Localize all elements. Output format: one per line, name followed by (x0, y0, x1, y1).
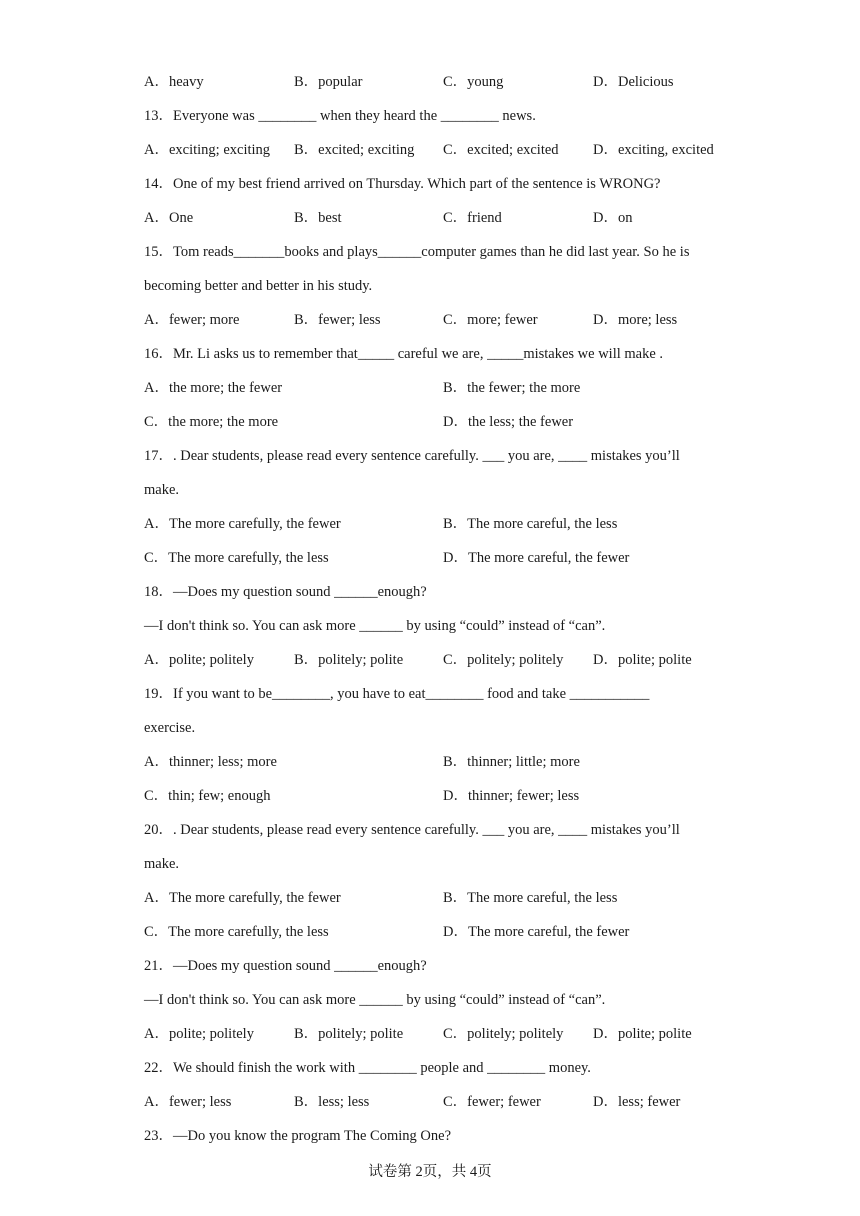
option-a: A．heavy (144, 74, 204, 90)
option-c: C．The more carefully, the less (144, 550, 329, 566)
option-b: B．The more careful, the less (443, 516, 618, 532)
option-a: A．polite; politely (144, 1026, 254, 1042)
option-d: D．The more careful, the fewer (443, 550, 630, 566)
option-a: A．exciting; exciting (144, 142, 271, 158)
question-15-stem: 15．Tom reads_______books and plays______computer games than he did last year. So he is (144, 244, 690, 260)
option-d: D．The more careful, the fewer (443, 924, 630, 940)
option-d: D．exciting, excited (593, 142, 714, 158)
option-b: B．The more careful, the less (443, 890, 618, 906)
option-b: B．politely; polite (294, 652, 404, 668)
question-15-stem-cont: becoming better and better in his study. (144, 278, 373, 294)
option-b: B．thinner; little; more (443, 754, 580, 770)
option-d: D．on (593, 210, 633, 226)
option-c: C．friend (443, 210, 502, 226)
option-d: D．polite; polite (593, 652, 692, 668)
option-b: B．excited; exciting (294, 142, 415, 158)
option-b: B．popular (294, 74, 363, 90)
option-a: A．The more carefully, the fewer (144, 890, 341, 906)
question-23-stem: 23．—Do you know the program The Coming One? (144, 1128, 452, 1144)
option-a: A．fewer; more (144, 312, 240, 328)
option-a: A．The more carefully, the fewer (144, 516, 341, 532)
option-c: C．politely; politely (443, 1026, 564, 1042)
option-d: D．less; fewer (593, 1094, 681, 1110)
option-c: C．young (443, 74, 504, 90)
option-d: D．Delicious (593, 74, 674, 90)
option-d: D．thinner; fewer; less (443, 788, 580, 804)
option-a: A．thinner; less; more (144, 754, 277, 770)
option-a: A．polite; politely (144, 652, 254, 668)
question-21-stem: 21．—Does my question sound ______enough? (144, 958, 427, 974)
option-b: B．the fewer; the more (443, 380, 581, 396)
question-19-stem-cont: exercise. (144, 720, 196, 736)
question-16-stem: 16．Mr. Li asks us to remember that_____ careful we are, _____mistakes we will make . (144, 346, 664, 362)
option-c: C．thin; few; enough (144, 788, 271, 804)
option-c: C．fewer; fewer (443, 1094, 541, 1110)
question-13-stem: 13．Everyone was ________ when they heard the ________ news. (144, 108, 536, 124)
question-17-stem-cont: make. (144, 482, 180, 498)
option-a: A．the more; the fewer (144, 380, 283, 396)
option-c: C．excited; excited (443, 142, 559, 158)
question-17-stem: 17．. Dear students, please read every sentence carefully. ___ you are, ____ mistakes you’ll (144, 448, 680, 464)
question-20-stem-cont: make. (144, 856, 180, 872)
option-c: C．politely; politely (443, 652, 564, 668)
option-d: D．polite; polite (593, 1026, 692, 1042)
option-a: A．One (144, 210, 194, 226)
page-footer: 试卷第 2页，共 4页 (368, 1164, 492, 1180)
question-21-stem-cont: —I don't think so. You can ask more ______ by using “could” instead of “can”. (144, 992, 606, 1008)
question-19-stem: 19．If you want to be________, you have to eat________ food and take ___________ (144, 686, 650, 702)
option-b: B．best (294, 210, 342, 226)
option-d: D．the less; the fewer (443, 414, 574, 430)
option-b: B．less; less (294, 1094, 370, 1110)
option-b: B．fewer; less (294, 312, 381, 328)
option-c: C．The more carefully, the less (144, 924, 329, 940)
question-22-stem: 22．We should finish the work with ________ people and ________ money. (144, 1060, 591, 1076)
question-14-stem: 14．One of my best friend arrived on Thursday. Which part of the sentence is WRONG? (144, 176, 661, 192)
option-d: D．more; less (593, 312, 678, 328)
question-18-stem-cont: —I don't think so. You can ask more ______ by using “could” instead of “can”. (144, 618, 606, 634)
option-a: A．fewer; less (144, 1094, 232, 1110)
question-18-stem: 18．—Does my question sound ______enough? (144, 584, 427, 600)
option-c: C．more; fewer (443, 312, 538, 328)
question-20-stem: 20．. Dear students, please read every sentence carefully. ___ you are, ____ mistakes you’ll (144, 822, 680, 838)
option-c: C．the more; the more (144, 414, 279, 430)
option-b: B．politely; polite (294, 1026, 404, 1042)
